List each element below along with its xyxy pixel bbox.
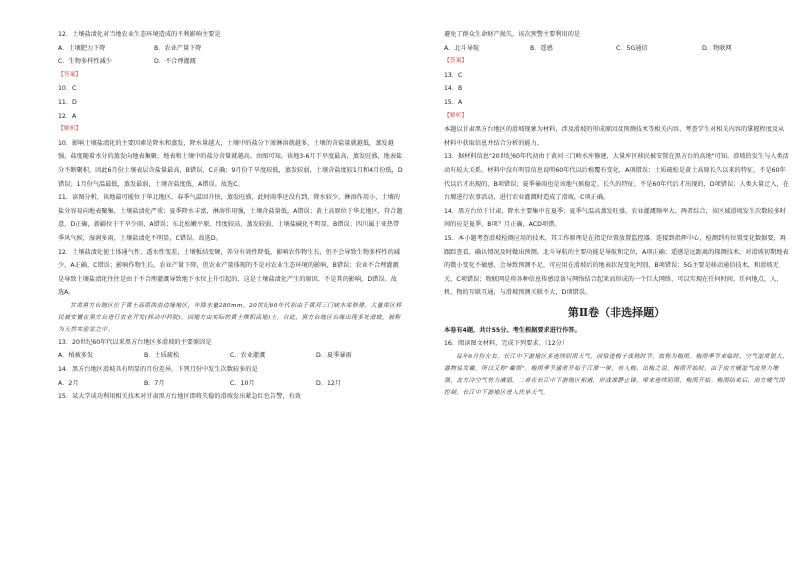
analysis-tag: 【解析】 xyxy=(58,126,82,133)
q13-option-a: A．植被多发 xyxy=(58,352,94,360)
q15-option-c: C．5G通信 xyxy=(616,44,648,52)
left-column xyxy=(58,28,403,404)
q12-option-a: A．土壤肥力下降 xyxy=(58,44,106,52)
analysis-13: 13．据材料信息"20世纪60年代初由于黄河三门峡水库修建，大量库区移民被安置在黑方台的高地"可知，滑坡的发生与人类活动有较大关系。材料中没有明显信息说明60年代以后植覆有变化，A项错误；土质疏松是黄土高原长久以来的特征，不是60年代以后才出现的，B项错误；夏季暴雨也是该地气候稳定、长久的特征，不是60年代后才出现的，D项错误；人类大量迁入，在台塬进行农事活动，进行农业灌溉时造成了滑坡，C项正确。 xyxy=(444,153,789,202)
q14-option-b: B．7月 xyxy=(144,379,165,387)
answer-12: 12．A xyxy=(58,112,77,120)
q15-stem-continued: 避免了群众生命财产损失，该次预警主要利用的是 xyxy=(444,31,581,38)
q12-options-ab xyxy=(58,42,403,56)
q13-option-d: D．夏季暴雨 xyxy=(316,352,352,360)
q13-option-c: C．农业灌溉 xyxy=(230,352,266,360)
analysis-11: 11．读图分析，该地最可能位于华北地区，春季气温回升快，蒸发旺盛，此时雨季还没有到，降水较少，淋溶作用小，土壤的盐分容易向地表聚集，土壤盐渍化严重；夏季降水丰富，淋溶作用强，土壤含盐量低。A错误；黄土高原位于华北地区，符合题意，D正确，新疆位于干旱少雨，A错误；东北松嫩平原，纬度较高，蒸发较弱，土壤盐碱化不明显，B错误；四川属于亚热带季风气候，湿润多雨，土壤盐渍化不明显，C错误。故选D。 xyxy=(58,194,403,242)
section-note: 本卷有4题，共计55分。考生根据要求进行作答。 xyxy=(444,326,581,334)
analysis-tag-right: 【解析】 xyxy=(444,112,468,119)
q15-option-d: D．物联网 xyxy=(702,44,732,52)
q12-options-cd xyxy=(58,55,403,69)
q13-options xyxy=(58,349,403,363)
q14-stem: 14．黑方台地区滑坡具有明显的月份差异，下列月份中发生次数较多的是 xyxy=(58,366,258,374)
answer-10: 10．C xyxy=(58,85,77,93)
q14-options xyxy=(58,377,403,391)
answer-11: 11．D xyxy=(58,98,77,106)
analysis-intro: 本题以甘肃黑方台地区的滑坡现象为材料，涉及滑坡的形成原因及预测技术等相关内容，考查学生对相关内容的掌握程度及从材料中获取信息并结合分析的能力。 xyxy=(444,126,785,147)
q14-option-a: A．2月 xyxy=(58,379,79,387)
answer-tag-right: 【答案】 xyxy=(444,58,468,65)
q16-stem: 16．阅读图文材料，完成下列要求。（12分） xyxy=(444,340,569,348)
q13-option-b: B．土质疏松 xyxy=(144,352,180,360)
q14-option-d: D．12月 xyxy=(316,379,342,387)
answer-14: 14．B xyxy=(444,85,463,93)
q15-options xyxy=(444,42,789,56)
section-title: 第Ⅱ卷（非选择题） xyxy=(567,305,666,319)
q15-option-b: B．遥感 xyxy=(530,44,553,52)
q12-stem: 12．土壤盐渍化对当地农业生态环境造成的不利影响主要是 xyxy=(58,31,221,38)
right-column xyxy=(444,28,789,399)
q13-stem: 13．20世纪60年代以来黑方台地区多滑坡的主要原因是 xyxy=(58,338,212,346)
analysis-15: 15．本小题考查滑坡检测应用的技术，其工作原理是在指定位置放置监控器，连接到指挥中心，检测到有位置变化数据要，再跟踪查看，确认情况及时做出预测。北斗导航的主要功能是导航和定位，A项正确；遥感是远距离的探测技术，对滑坡初期地表的微小变化不敏感，会导致预测不足，可应用在滑坡后的地表状况变化判别，B项错误；5G主要是移动通信技术，和滑坡无关，C项错误；物联网是将各种信息传感设备与网络结合起来而形成的一个巨大网络，可以实现在任何时间、任何地点，人、机、物的互联互通，与滑坡预测关联不大，D项错误。 xyxy=(444,234,789,297)
answer-tag: 【答案】 xyxy=(58,71,82,78)
analysis-12: 12．土壤盐渍化使土体通气性、透水性变差，土壤板结变硬，养分有效性降低，影响农作物生长，但不会导致生物多样性的减少，A正确、C错误；影响作物生长，农业产量下降，但农业产量体现的不是对农业生态环境的影响，B错误；农业不合理灌溉是导致土壤盐渍化往往是由于不合理灌溉导致地下水位上升引起的，这是土壤盐渍化产生的原因，不是其的影响，D错误。故选A。 xyxy=(58,248,400,297)
analysis-10: 10．影响土壤盐渍化的主要因素是降水和蒸发，降水量越大，土壤中的盐分下渗淋溶就越多，土壤的含盐量就越低，蒸发越强，盐度随着水分的蒸发向地表集聚，地表和土壤中的盐分含量就越高。由图可知，该地3-6月干旱度最高，蒸发旺盛，地表盐分不断聚积，因此6月份土壤表层含盐量最高，B错误，C正确；9月份干旱度较低，蒸发较弱，土壤含盐度较1月和4月份低，D错误；1月份气温最低，蒸发最弱，土壤含盐度低，A错误。故选C。 xyxy=(58,139,403,188)
answer-15: 15．A xyxy=(444,98,463,106)
q12-option-c: C．生物多样性减少 xyxy=(58,58,112,66)
material-text: 甘肃黑方台地区位于黄土高原西南边缘地区，年降水量280mm。20世纪60年代初由于黄河三门峡水库修建，大量库区移民被安置在黑方台进行农业开发(移动中科院)。因地方由实际的黄土堆积高地)上。自此，黑方台地区台缘出现多处滑坡，被称为天然实验室之中。 xyxy=(58,302,402,333)
q15-stem: 15．某大学成功利用相关技术对甘肃黑方台地区即将失稳的滑坡发出紧急红色告警，有效 xyxy=(58,393,301,401)
q12-option-d: D．不合理灌溉 xyxy=(154,58,196,66)
q14-option-c: C．10月 xyxy=(230,379,255,387)
q15-option-a: A．北斗导航 xyxy=(444,44,480,52)
q16-material: 每年6月份左右，长江中下游地区多连续阴雨天气，因恰逢梅子成熟时节，故称为梅雨。梅雨季节来临时，空气湿度很大，器物易发霉，所以又称"霉雨"。梅雨季节通常开始于江淮一带，有入梅、出梅之说。梅雨开始时，由于南方暖湿气流势力增强，北方冷空气势力减弱，二者在长江中下游地区相遇，形成准静止锋，带来连续阴雨，梅雨开始。梅雨结束后，南方暖气团控制，长江中下游地区进入伏旱天气。 xyxy=(444,354,789,397)
q12-option-b: B．农业产量下降 xyxy=(154,44,202,52)
answer-13: 13．C xyxy=(444,71,463,79)
analysis-14: 14．黑方台位于甘肃，降水主要集中在夏季；夏季气温高蒸发旺盛，农业灌溉频率大。两者综合，该区域滑坡发生次数较多时间的应是夏季，B项？月正确，ACD项错。 xyxy=(444,207,786,229)
